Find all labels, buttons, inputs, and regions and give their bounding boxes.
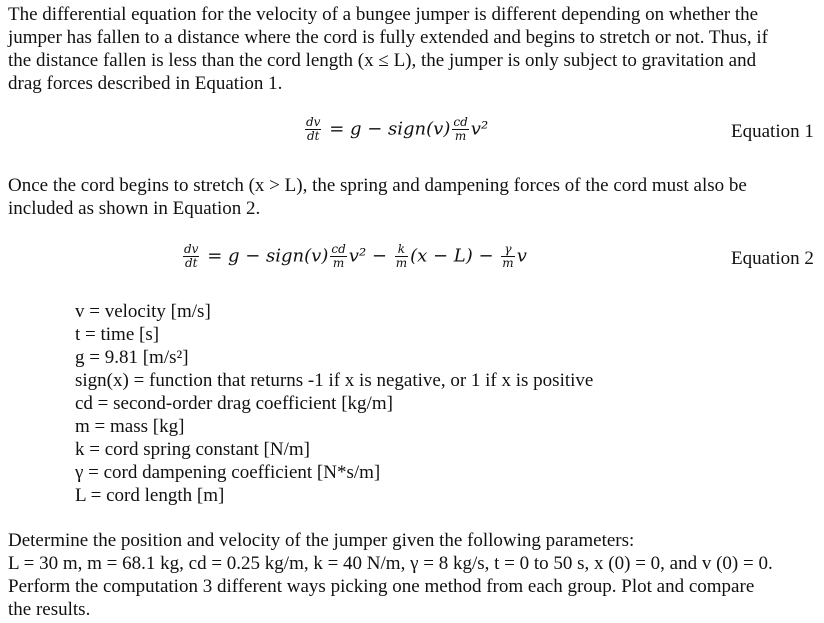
eq2-dvdt: $\frac{dv}{dt}$ bbox=[184, 242, 199, 270]
intro-line: The differential equation for the velocity of a bungee jumper is different depending on whether the bbox=[8, 4, 759, 25]
definition-item: sign(x) = function that returns -1 if x is negative, or 1 if x is positive bbox=[75, 370, 594, 391]
intro-line: jumper has fallen to a distance where the cord is fully extended and begins to stretch or not. Thus, if bbox=[8, 27, 768, 48]
intro-line: drag forces described in Equation 1. bbox=[8, 73, 283, 94]
stretch-line: Once the cord begins to stretch (x > L), the spring and dampening forces of the cord must also be bbox=[8, 175, 747, 196]
task-paragraph bbox=[8, 529, 818, 621]
task-line: Determine the position and velocity of the jumper given the following parameters: bbox=[8, 530, 635, 551]
definition-item: cd = second-order drag coefficient [kg/m] bbox=[75, 393, 393, 414]
eq2-body-d: v bbox=[516, 245, 527, 267]
eq2-body-b: v² − bbox=[348, 245, 393, 267]
definition-item: L = cord length [m] bbox=[75, 485, 225, 506]
definitions-list bbox=[75, 300, 593, 507]
equation-2 bbox=[181, 243, 527, 270]
equation-1 bbox=[303, 116, 488, 143]
definition-item: v = velocity [m/s] bbox=[75, 301, 211, 322]
stretch-line: included as shown in Equation 2. bbox=[8, 198, 261, 219]
eq2-gamma-over-m: $\frac{\gamma}{m}$ bbox=[502, 242, 514, 270]
stretch-paragraph bbox=[8, 174, 818, 220]
definition-item: g = 9.81 [m/s²] bbox=[75, 347, 189, 368]
eq1-body-b: v² bbox=[470, 118, 489, 140]
eq1-body-a: = g − sign(v) bbox=[323, 118, 451, 140]
task-line: L = 30 m, m = 68.1 kg, cd = 0.25 kg/m, k = 40 N/m, γ = 8 kg/s, t = 0 to 50 s, x (0) = 0, and v (0) = 0. bbox=[8, 553, 773, 574]
eq1-dvdt: $\frac{dv}{dt}$ bbox=[306, 115, 321, 143]
equation-2-label: Equation 2 bbox=[731, 248, 814, 269]
eq2-k-over-m: $\frac{k}{m}$ bbox=[395, 242, 408, 270]
definition-item: t = time [s] bbox=[75, 324, 160, 345]
task-line: Perform the computation 3 different ways picking one method from each group. Plot and compare bbox=[8, 576, 755, 597]
equation-1-label: Equation 1 bbox=[731, 121, 814, 142]
definition-item: m = mass [kg] bbox=[75, 416, 185, 437]
intro-paragraph bbox=[8, 3, 818, 95]
eq2-cd-over-m: $\frac{cd}{m}$ bbox=[331, 242, 346, 270]
definition-item: k = cord spring constant [N/m] bbox=[75, 439, 310, 460]
task-line: the results. bbox=[8, 599, 91, 620]
eq2-body-c: (x − L) − bbox=[410, 245, 500, 267]
intro-line: the distance fallen is less than the cord length (x ≤ L), the jumper is only subject to gravitation and bbox=[8, 50, 757, 71]
eq2-body-a: = g − sign(v) bbox=[201, 245, 329, 267]
definition-item: γ = cord dampening coefficient [N*s/m] bbox=[75, 462, 381, 483]
eq1-cd-over-m: $\frac{cd}{m}$ bbox=[453, 115, 468, 143]
